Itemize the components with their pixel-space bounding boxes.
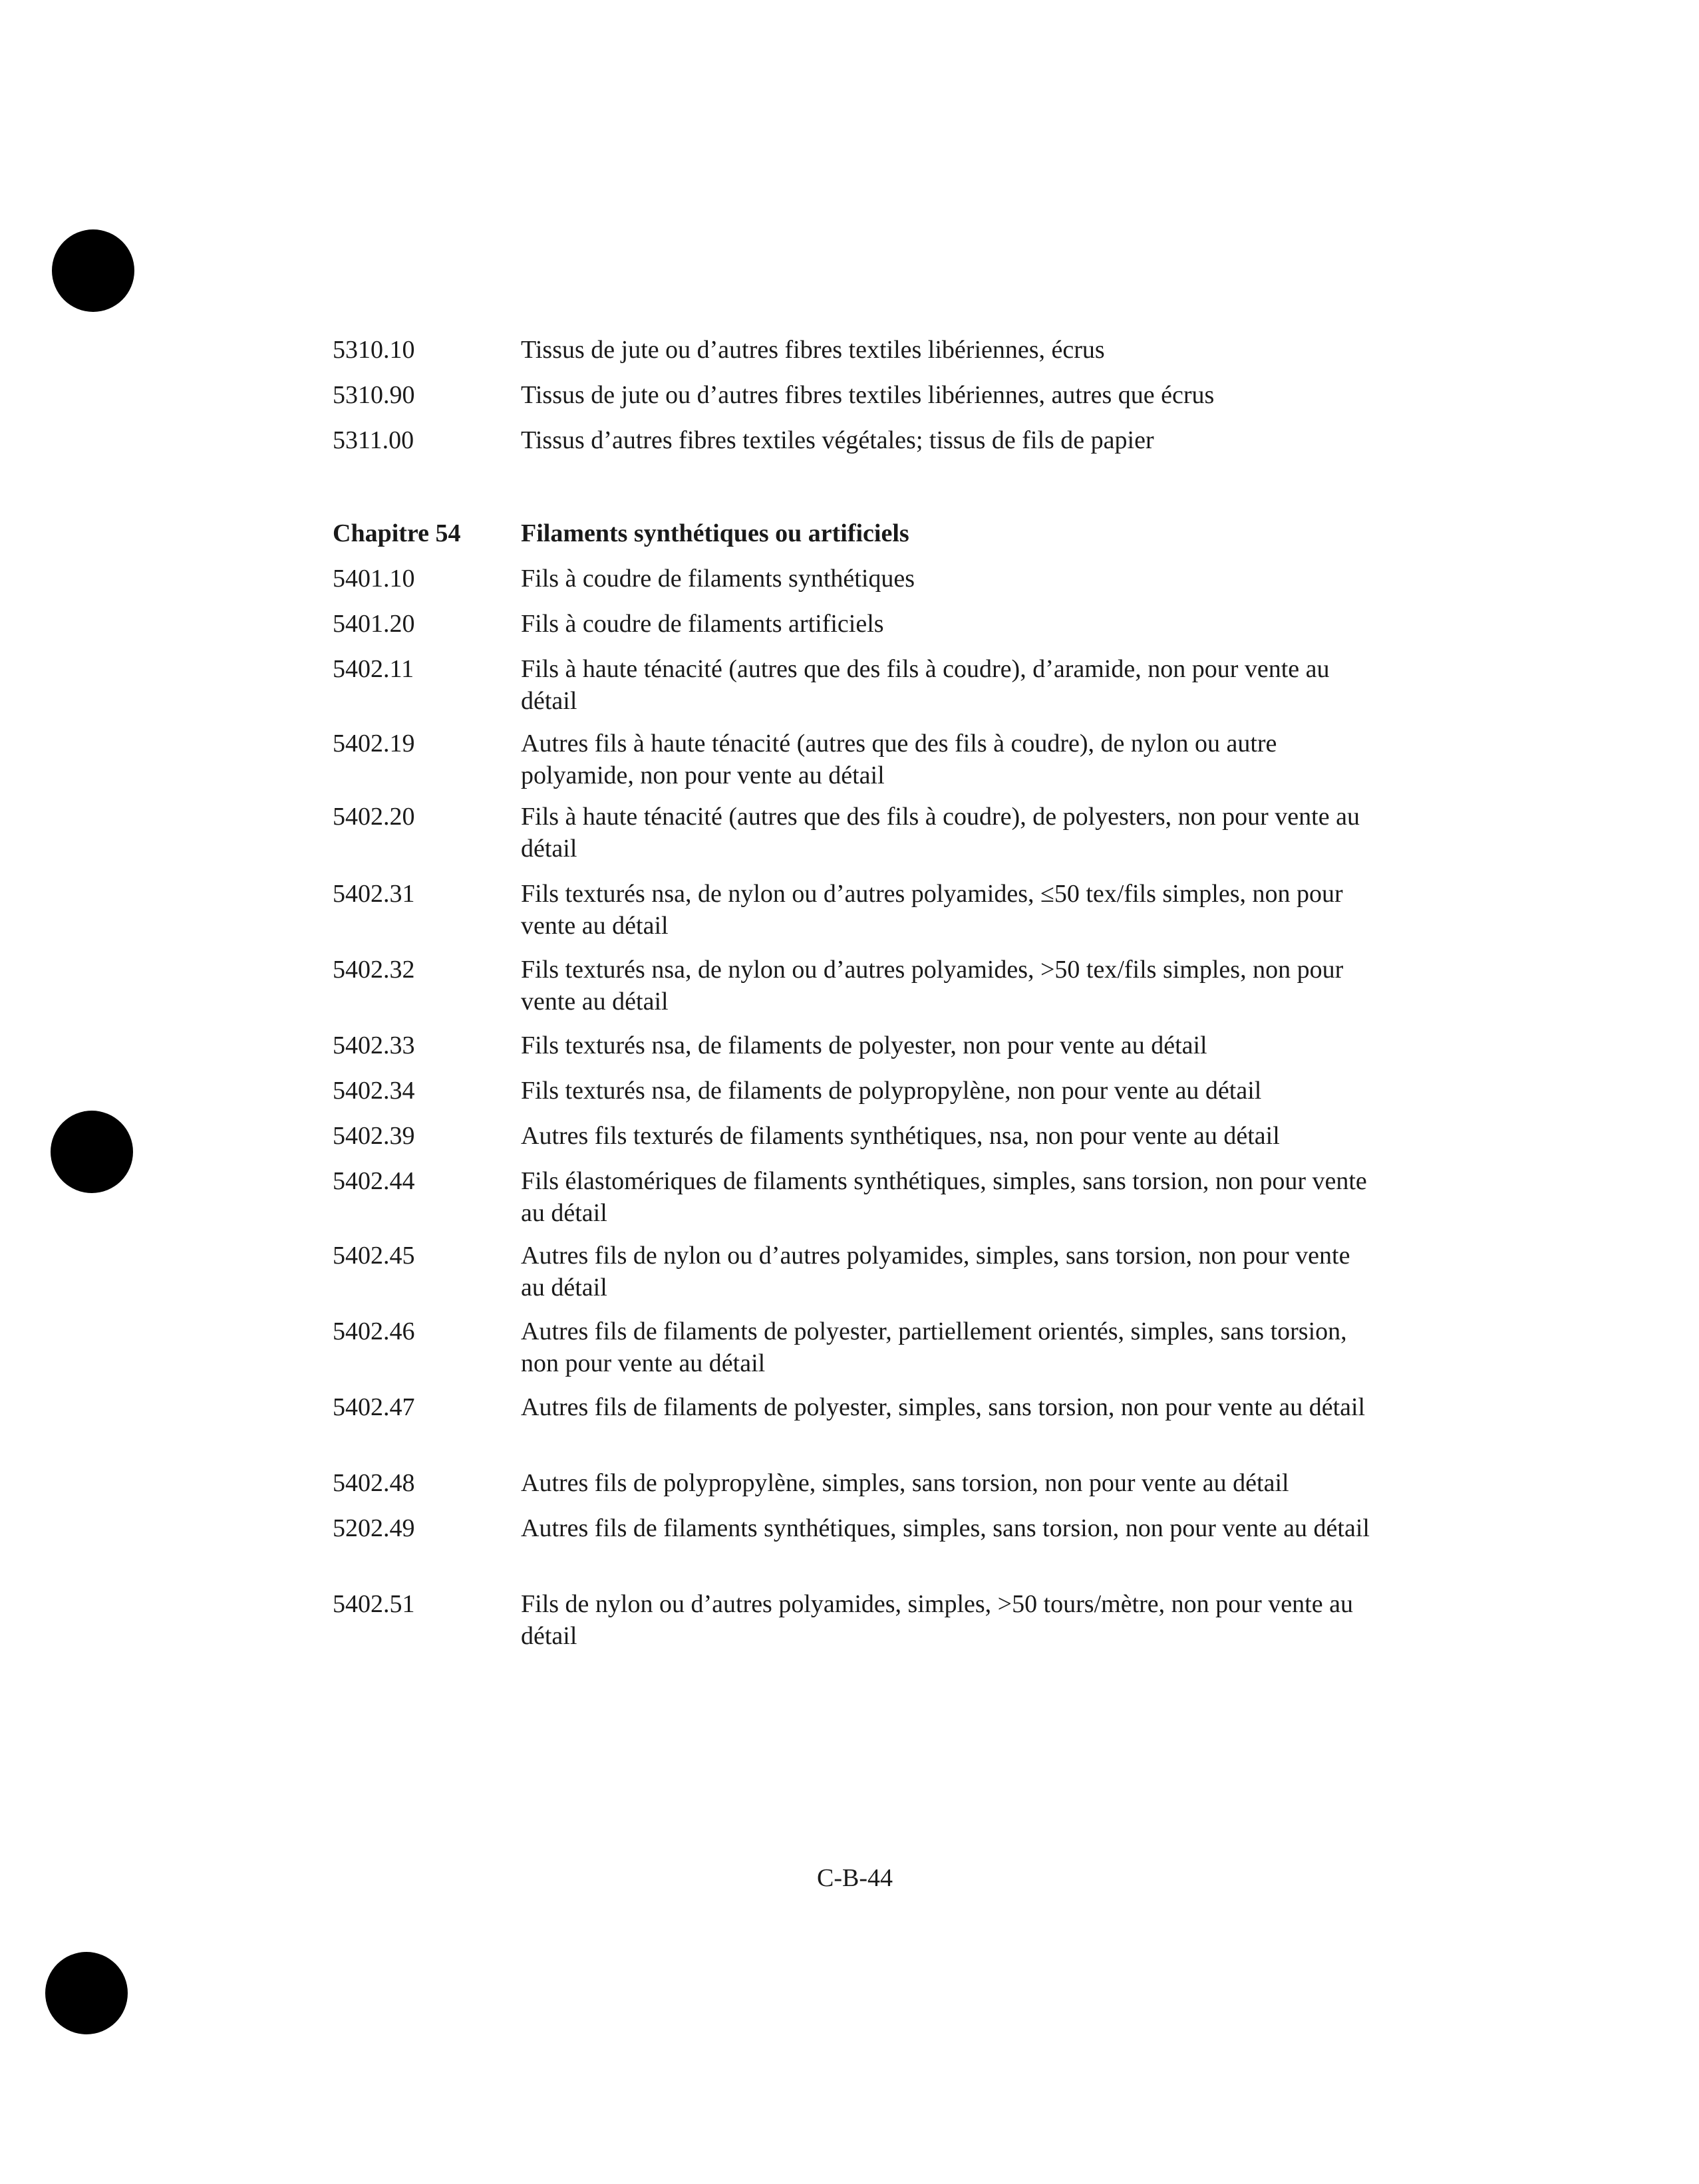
- tariff-description: Fils texturés nsa, de filaments de polypropylène, non pour vente au détail: [521, 1077, 1262, 1105]
- chapter-title: Filaments synthétiques ou artificiels: [521, 519, 909, 547]
- tariff-code: 5402.48: [333, 1469, 415, 1497]
- tariff-code: 5402.20: [333, 803, 415, 831]
- tariff-code: 5402.39: [333, 1122, 415, 1150]
- tariff-code: 5402.11: [333, 655, 414, 683]
- tariff-description: Autres fils de filaments de polyester, simples, sans torsion, non pour vente au détail: [521, 1393, 1366, 1421]
- tariff-description: Autres fils de filaments synthétiques, simples, sans torsion, non pour vente au détail: [521, 1514, 1370, 1542]
- tariff-code: 5310.90: [333, 381, 415, 409]
- tariff-description: Fils texturés nsa, de nylon ou d’autres polyamides, >50 tex/fils simples, non pour vente au détail: [521, 956, 1344, 1016]
- tariff-description: Autres fils de polypropylène, simples, sans torsion, non pour vente au détail: [521, 1469, 1289, 1497]
- tariff-code: 5402.34: [333, 1077, 415, 1105]
- tariff-code: 5402.45: [333, 1242, 415, 1270]
- tariff-description: Tissus de jute ou d’autres fibres textiles libériennes, autres que écrus: [521, 381, 1215, 409]
- tariff-code: 5402.19: [333, 730, 415, 757]
- tariff-description: Fils à coudre de filaments synthétiques: [521, 565, 915, 593]
- tariff-description: Autres fils de nylon ou d’autres polyamides, simples, sans torsion, non pour vente au détail: [521, 1242, 1350, 1301]
- punch-hole-middle: [51, 1111, 133, 1193]
- tariff-description: Autres fils texturés de filaments synthétiques, nsa, non pour vente au détail: [521, 1122, 1280, 1150]
- tariff-code: 5202.49: [333, 1514, 415, 1542]
- tariff-code: 5402.32: [333, 956, 415, 984]
- page-number: C-B-44: [817, 1864, 893, 1892]
- tariff-code: 5401.10: [333, 565, 415, 593]
- tariff-code: 5402.47: [333, 1393, 415, 1421]
- tariff-description: Fils de nylon ou d’autres polyamides, simples, >50 tours/mètre, non pour vente au détail: [521, 1590, 1353, 1650]
- tariff-code: 5402.31: [333, 880, 415, 908]
- tariff-code: 5311.00: [333, 426, 414, 454]
- chapter-label: Chapitre 54: [333, 519, 461, 547]
- tariff-code: 5402.51: [333, 1590, 415, 1618]
- tariff-description: Fils texturés nsa, de filaments de polyester, non pour vente au détail: [521, 1031, 1207, 1059]
- tariff-description: Fils élastomériques de filaments synthétiques, simples, sans torsion, non pour vente au détail: [521, 1167, 1367, 1227]
- tariff-code: 5401.20: [333, 610, 415, 638]
- tariff-description: Fils à coudre de filaments artificiels: [521, 610, 884, 638]
- tariff-description: Fils texturés nsa, de nylon ou d’autres polyamides, ≤50 tex/fils simples, non pour vente au détail: [521, 880, 1343, 940]
- punch-hole-bottom: [45, 1952, 128, 2034]
- tariff-code: 5402.44: [333, 1167, 415, 1195]
- punch-hole-top: [52, 229, 134, 312]
- tariff-description: Fils à haute ténacité (autres que des fils à coudre), d’aramide, non pour vente au détail: [521, 655, 1330, 715]
- tariff-description: Fils à haute ténacité (autres que des fils à coudre), de polyesters, non pour vente au détail: [521, 803, 1360, 863]
- tariff-description: Tissus de jute ou d’autres fibres textiles libériennes, écrus: [521, 336, 1105, 364]
- tariff-code: 5310.10: [333, 336, 415, 364]
- tariff-code: 5402.46: [333, 1317, 415, 1345]
- tariff-description: Autres fils de filaments de polyester, partiellement orientés, simples, sans torsion, non pour vente au détail: [521, 1317, 1347, 1377]
- tariff-description: Autres fils à haute ténacité (autres que des fils à coudre), de nylon ou autre polyamide, non pour vente au détail: [521, 730, 1277, 789]
- tariff-description: Tissus d’autres fibres textiles végétales; tissus de fils de papier: [521, 426, 1154, 454]
- tariff-code: 5402.33: [333, 1031, 415, 1059]
